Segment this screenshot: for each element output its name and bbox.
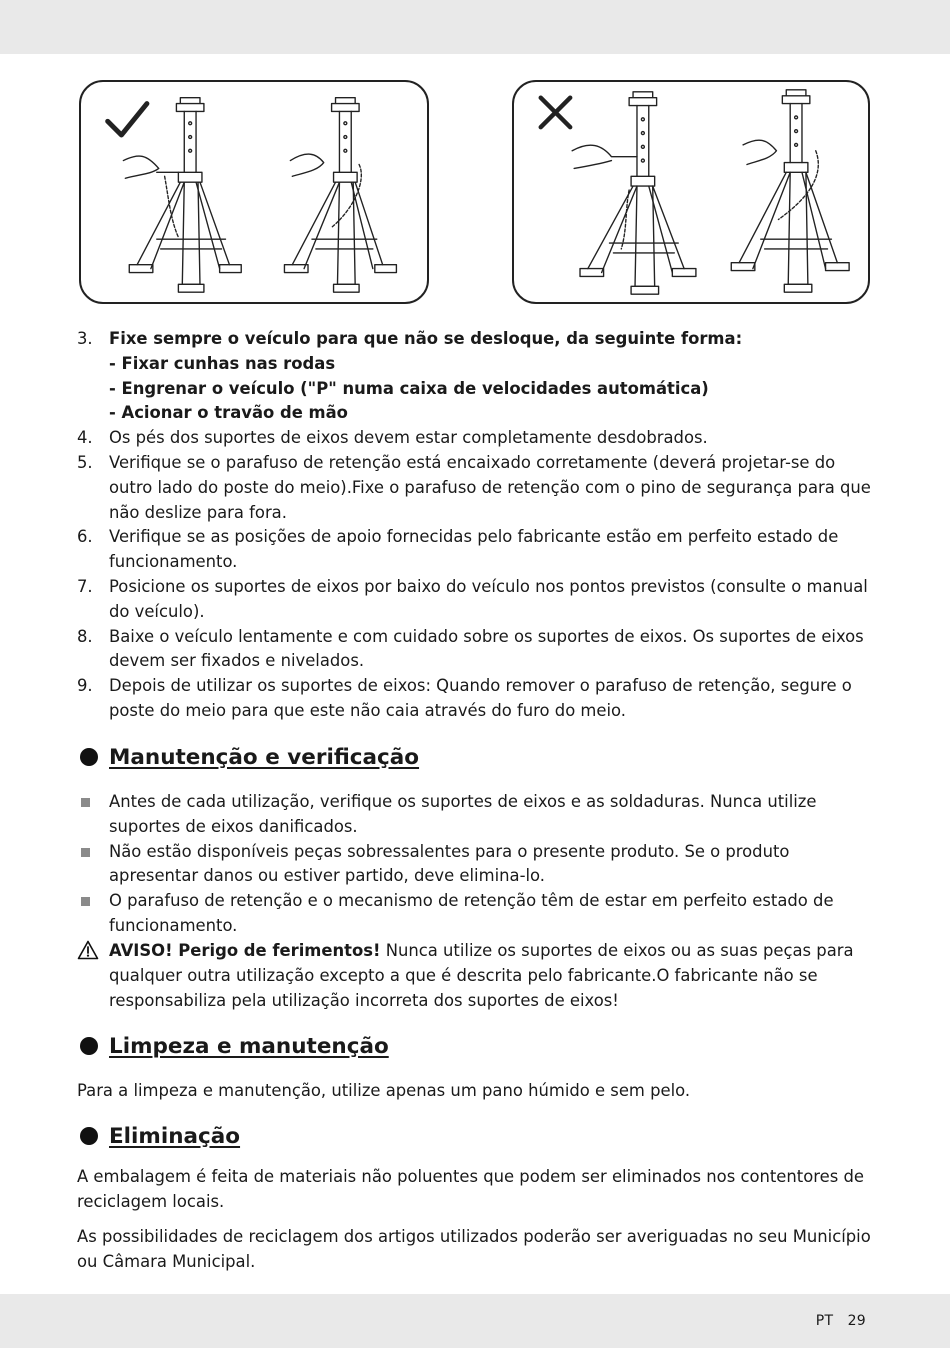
bullet-dot-icon bbox=[80, 748, 98, 766]
cross-icon bbox=[541, 98, 570, 127]
incorrect-usage-illustration bbox=[512, 80, 870, 304]
cleaning-text: Para a limpeza e manutenção, utilize apenas um pano húmido e sem pelo. bbox=[77, 1081, 691, 1100]
list-item bbox=[77, 889, 872, 939]
bullet-text: Antes de cada utilização, verifique os suportes de eixos e as soldaduras. Nunca utilize suportes de eixos danificados. bbox=[109, 792, 817, 836]
step-number: 7. bbox=[77, 576, 93, 596]
correct-usage-illustration bbox=[79, 80, 429, 304]
step-text: Fixe sempre o veículo para que não se desloque, da seguinte forma: bbox=[109, 329, 743, 348]
square-bullet-icon bbox=[81, 848, 90, 857]
footer-band bbox=[0, 1294, 950, 1348]
page-number: PT 29 bbox=[815, 1313, 866, 1329]
list-item bbox=[77, 451, 872, 525]
section-title: Limpeza e manutenção bbox=[109, 1033, 389, 1059]
axle-stand-drawing bbox=[284, 98, 396, 292]
header-band bbox=[0, 0, 950, 54]
step-number: 3. bbox=[77, 329, 93, 348]
maintenance-list bbox=[77, 790, 872, 939]
list-item bbox=[77, 625, 872, 675]
step-number: 6. bbox=[77, 527, 93, 547]
section-heading-disposal bbox=[80, 1123, 240, 1149]
list-item bbox=[77, 426, 872, 451]
bullet-text: Não estão disponíveis peças sobressalentes para o presente produto. Se o produto apresentar danos ou estiver partido, deve elimina-lo. bbox=[109, 841, 790, 886]
section-heading-cleaning bbox=[80, 1033, 389, 1059]
step-text: Verifique se as posições de apoio fornecidas pelo fabricante estão em perfeito estado de funcionamento. bbox=[109, 527, 839, 572]
disposal-paragraph: As possibilidades de reciclagem dos artigos utilizados poderão ser averiguadas no seu Município ou Câmara Municipal. bbox=[77, 1227, 871, 1271]
square-bullet-icon bbox=[81, 798, 90, 807]
section-title: Manutenção e verificação bbox=[109, 744, 420, 770]
step-number: 5. bbox=[77, 452, 93, 472]
step-text: Verifique se o parafuso de retenção está encaixado corretamente (deverá projetar-se do outro lado do poste do meio).Fixe o parafuso de retenção com o pino de segurança para que não deslize para fora. bbox=[109, 452, 871, 522]
warning-text: Nunca utilize os suportes de eixos ou as suas peças para qualquer outra utilização excepto a que é descrita pelo fabricante.O fabricante não se responsabiliza pela utilização incorreta dos suportes de eixos! bbox=[109, 941, 854, 1010]
step-subitem: - Acionar o travão de mão bbox=[109, 403, 348, 423]
bullet-text: O parafuso de retenção e o mecanismo de retenção têm de estar em perfeito estado de funcionamento. bbox=[109, 891, 834, 935]
steps-list bbox=[77, 327, 872, 724]
warning-triangle-icon bbox=[77, 940, 99, 960]
section-heading-maintenance bbox=[80, 744, 419, 770]
disposal-paragraph: A embalagem é feita de materiais não poluentes que podem ser eliminados nos contentores de reciclagem locais. bbox=[77, 1167, 864, 1211]
step-number: 4. bbox=[77, 428, 93, 448]
step-subitem: - Engrenar o veículo ("P" numa caixa de velocidades automática) bbox=[109, 378, 709, 398]
checkmark-icon bbox=[108, 104, 147, 135]
list-item bbox=[77, 327, 872, 426]
step-text: Posicione os suportes de eixos por baixo do veículo nos pontos previstos (consulte o manual do veículo). bbox=[109, 576, 868, 621]
step-number: 9. bbox=[77, 676, 93, 696]
list-item bbox=[77, 840, 872, 890]
axle-stand-drawing bbox=[123, 98, 241, 292]
step-subitem: - Fixar cunhas nas rodas bbox=[109, 353, 336, 373]
warning-label: AVISO! Perigo de ferimentos! bbox=[109, 941, 381, 960]
warning-notice bbox=[77, 939, 872, 1013]
bullet-dot-icon bbox=[80, 1037, 98, 1055]
step-text: Depois de utilizar os suportes de eixos: Quando remover o parafuso de retenção, segure o poste do meio para que este não caia através do furo do meio. bbox=[109, 676, 852, 720]
step-number: 8. bbox=[77, 626, 93, 646]
step-text: Baixe o veículo lentamente e com cuidado sobre os suportes de eixos. Os suportes de eixos devem ser fixados e nivelados. bbox=[109, 626, 864, 671]
step-text: Os pés dos suportes de eixos devem estar completamente desdobrados. bbox=[109, 428, 708, 448]
axle-stand-drawing bbox=[731, 90, 849, 292]
section-title: Eliminação bbox=[109, 1123, 241, 1149]
list-item bbox=[77, 790, 872, 840]
square-bullet-icon bbox=[81, 897, 90, 906]
axle-stand-drawing bbox=[572, 92, 696, 294]
bullet-dot-icon bbox=[80, 1127, 98, 1145]
list-item bbox=[77, 525, 872, 575]
list-item bbox=[77, 575, 872, 625]
list-item bbox=[77, 674, 872, 724]
